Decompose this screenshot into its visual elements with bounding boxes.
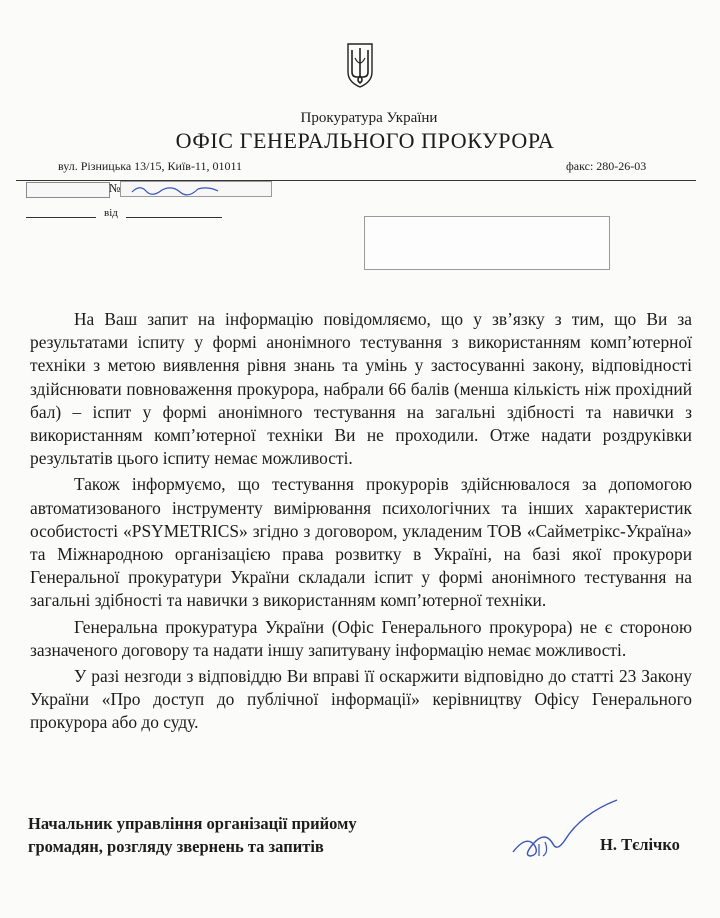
signatory-position <box>28 812 408 858</box>
letter-body <box>30 308 692 738</box>
body-paragraph-2: Також інформуємо, що тестування прокурорів здійснювалося за допомогою автоматизованого інструменту вимірювання психологічних та інших характеристик особистості «PSYMETRICS» згідно з договором, укладеним ТОВ «Сайметрікс-Україна» та Міжнародною організацією права розвитку в Україні, на базі якої прокурори Генеральної прокуратури України складали іспит у формі анонімного тестування на загальні здібності та навички з використанням комп’ютерної техніки. <box>30 474 692 611</box>
body-paragraph-3: Генеральна прокуратура України (Офіс Генерального прокурора) не є стороною зазначеного договору та надати іншу запитувану інформацію немає можливості. <box>30 616 692 660</box>
date-from-label: від <box>104 207 118 219</box>
redacted-recipient-address <box>364 216 610 270</box>
position-line-1: Начальник управління організації прийому <box>28 814 357 833</box>
organization-name: Прокуратура України <box>300 110 438 126</box>
handwritten-number-scribble <box>128 182 228 196</box>
outgoing-date-blank <box>126 217 222 218</box>
body-paragraph-4: У разі незгоди з відповіддю Ви вправі її оскаржити відповідно до статті 23 Закону України «Про доступ до публічної інформації» керівництву Офісу Генерального прокурора або до суду. <box>30 666 692 733</box>
office-title: ОФІС ГЕНЕРАЛЬНОГО ПРОКУРОРА <box>175 128 555 153</box>
handwritten-signature <box>505 794 625 866</box>
position-line-2: громадян, розгляду звернень та запитів <box>28 837 324 856</box>
signer-name: Н. Тєлічко <box>600 835 680 854</box>
outgoing-number-blank <box>26 217 96 218</box>
number-sign: № <box>109 181 121 195</box>
redacted-registration-number <box>26 182 110 198</box>
fax-number: факс: 280-26-03 <box>566 159 647 173</box>
body-paragraph-1: На Ваш запит на інформацію повідомляємо, що у зв’язку з тим, що Ви за результатами іспиту у формі анонімного тестування з використанням комп’ютерної техніки з метою виявлення рівня знань та умінь у застосуванні закону, відповідності здійснювати повноваження прокурора, набрали 66 балів (менша кількість ніж прохідний бал) – іспит у формі анонімного тестування на загальні здібності та навички з використанням комп’ютерної техніки Ви не проходили. Отже надати роздруківки результатів цього іспиту немає можливості. <box>30 309 692 469</box>
address: вул. Різницька 13/15, Київ-11, 01011 <box>58 159 243 173</box>
trident-emblem-icon <box>345 42 375 88</box>
